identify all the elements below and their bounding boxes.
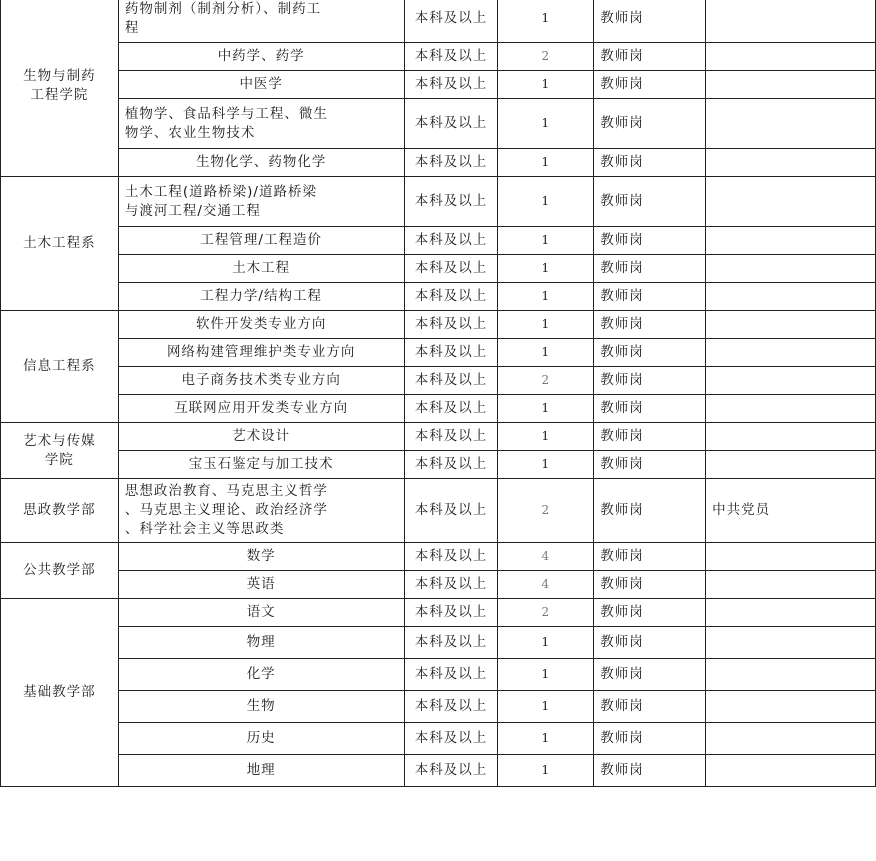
education-cell: 本科及以上 [404,255,498,283]
headcount-cell: 1 [498,339,594,367]
headcount-cell: 1 [498,659,594,691]
education-cell: 本科及以上 [404,43,498,71]
table-row [1,71,876,99]
table-row [1,395,876,423]
remark-cell [706,149,876,177]
major-cell: 药物制剂（制剂分析）、制药工 程 [118,0,404,43]
table-row [1,627,876,659]
education-cell: 本科及以上 [404,99,498,149]
post-type-cell: 教师岗 [594,149,706,177]
post-type-cell: 教师岗 [594,0,706,43]
table-row [1,543,876,571]
table-row [1,599,876,627]
headcount-cell: 1 [498,755,594,787]
remark-cell [706,451,876,479]
headcount-cell: 2 [498,43,594,71]
education-cell: 本科及以上 [404,451,498,479]
headcount-cell: 4 [498,571,594,599]
major-cell: 化学 [118,659,404,691]
department-cell: 土木工程系 [1,177,119,311]
department-cell: 思政教学部 [1,479,119,543]
remark-cell [706,599,876,627]
major-cell: 工程管理/工程造价 [118,227,404,255]
department-cell: 生物与制药 工程学院 [1,0,119,177]
headcount-cell: 1 [498,0,594,43]
education-cell: 本科及以上 [404,367,498,395]
headcount-cell: 1 [498,227,594,255]
post-type-cell: 教师岗 [594,99,706,149]
remark-cell [706,99,876,149]
education-cell: 本科及以上 [404,339,498,367]
headcount-cell: 1 [498,99,594,149]
table-row [1,255,876,283]
remark-cell [706,0,876,43]
education-cell: 本科及以上 [404,627,498,659]
post-type-cell: 教师岗 [594,311,706,339]
major-cell: 土木工程(道路桥梁)/道路桥梁 与渡河工程/交通工程 [118,177,404,227]
table-row [1,311,876,339]
recruitment-table-body [1,0,876,787]
education-cell: 本科及以上 [404,311,498,339]
table-row [1,423,876,451]
major-cell: 英语 [118,571,404,599]
major-cell: 软件开发类专业方向 [118,311,404,339]
remark-cell [706,627,876,659]
table-row [1,43,876,71]
post-type-cell: 教师岗 [594,543,706,571]
major-cell: 艺术设计 [118,423,404,451]
major-cell: 网络构建管理维护类专业方向 [118,339,404,367]
department-cell: 艺术与传媒 学院 [1,423,119,479]
remark-cell [706,423,876,451]
major-cell: 物理 [118,627,404,659]
major-cell: 土木工程 [118,255,404,283]
remark-cell [706,43,876,71]
education-cell: 本科及以上 [404,543,498,571]
post-type-cell: 教师岗 [594,177,706,227]
post-type-cell: 教师岗 [594,627,706,659]
post-type-cell: 教师岗 [594,367,706,395]
remark-cell [706,71,876,99]
major-cell: 地理 [118,755,404,787]
table-row [1,339,876,367]
headcount-cell: 2 [498,479,594,543]
headcount-cell: 1 [498,255,594,283]
table-row [1,149,876,177]
headcount-cell: 1 [498,395,594,423]
post-type-cell: 教师岗 [594,659,706,691]
remark-cell: 中共党员 [706,479,876,543]
major-cell: 数学 [118,543,404,571]
major-cell: 互联网应用开发类专业方向 [118,395,404,423]
table-row [1,367,876,395]
major-cell: 思想政治教育、马克思主义哲学 、马克思主义理论、政治经济学 、科学社会主义等思政类 [118,479,404,543]
table-row [1,571,876,599]
remark-cell [706,543,876,571]
remark-cell [706,571,876,599]
remark-cell [706,177,876,227]
major-cell: 中药学、药学 [118,43,404,71]
table-row [1,691,876,723]
education-cell: 本科及以上 [404,177,498,227]
education-cell: 本科及以上 [404,423,498,451]
post-type-cell: 教师岗 [594,227,706,255]
major-cell: 生物化学、药物化学 [118,149,404,177]
table-row [1,755,876,787]
post-type-cell: 教师岗 [594,723,706,755]
headcount-cell: 1 [498,723,594,755]
education-cell: 本科及以上 [404,599,498,627]
department-cell: 公共教学部 [1,543,119,599]
post-type-cell: 教师岗 [594,479,706,543]
education-cell: 本科及以上 [404,395,498,423]
headcount-cell: 1 [498,627,594,659]
post-type-cell: 教师岗 [594,43,706,71]
headcount-cell: 1 [498,423,594,451]
remark-cell [706,659,876,691]
post-type-cell: 教师岗 [594,755,706,787]
table-row [1,723,876,755]
remark-cell [706,255,876,283]
headcount-cell: 1 [498,691,594,723]
education-cell: 本科及以上 [404,71,498,99]
department-cell: 基础教学部 [1,599,119,787]
table-row [1,0,876,43]
table-row [1,99,876,149]
remark-cell [706,367,876,395]
headcount-cell: 1 [498,177,594,227]
table-row [1,227,876,255]
post-type-cell: 教师岗 [594,571,706,599]
post-type-cell: 教师岗 [594,691,706,723]
major-cell: 宝玉石鉴定与加工技术 [118,451,404,479]
table-row [1,451,876,479]
post-type-cell: 教师岗 [594,395,706,423]
major-cell: 历史 [118,723,404,755]
education-cell: 本科及以上 [404,479,498,543]
post-type-cell: 教师岗 [594,451,706,479]
remark-cell [706,339,876,367]
major-cell: 植物学、食品科学与工程、微生 物学、农业生物技术 [118,99,404,149]
remark-cell [706,395,876,423]
remark-cell [706,723,876,755]
headcount-cell: 1 [498,71,594,99]
table-row [1,659,876,691]
headcount-cell: 2 [498,367,594,395]
headcount-cell: 2 [498,599,594,627]
education-cell: 本科及以上 [404,0,498,43]
table-row [1,177,876,227]
major-cell: 电子商务技术类专业方向 [118,367,404,395]
post-type-cell: 教师岗 [594,339,706,367]
headcount-cell: 1 [498,149,594,177]
education-cell: 本科及以上 [404,227,498,255]
major-cell: 中医学 [118,71,404,99]
post-type-cell: 教师岗 [594,599,706,627]
education-cell: 本科及以上 [404,691,498,723]
table-row [1,479,876,543]
education-cell: 本科及以上 [404,149,498,177]
education-cell: 本科及以上 [404,723,498,755]
remark-cell [706,311,876,339]
education-cell: 本科及以上 [404,571,498,599]
remark-cell [706,227,876,255]
headcount-cell: 4 [498,543,594,571]
major-cell: 工程力学/结构工程 [118,283,404,311]
headcount-cell: 1 [498,311,594,339]
education-cell: 本科及以上 [404,659,498,691]
education-cell: 本科及以上 [404,283,498,311]
major-cell: 语文 [118,599,404,627]
major-cell: 生物 [118,691,404,723]
table-row [1,283,876,311]
headcount-cell: 1 [498,283,594,311]
post-type-cell: 教师岗 [594,283,706,311]
post-type-cell: 教师岗 [594,423,706,451]
remark-cell [706,755,876,787]
post-type-cell: 教师岗 [594,255,706,283]
post-type-cell: 教师岗 [594,71,706,99]
remark-cell [706,283,876,311]
remark-cell [706,691,876,723]
education-cell: 本科及以上 [404,755,498,787]
headcount-cell: 1 [498,451,594,479]
department-cell: 信息工程系 [1,311,119,423]
